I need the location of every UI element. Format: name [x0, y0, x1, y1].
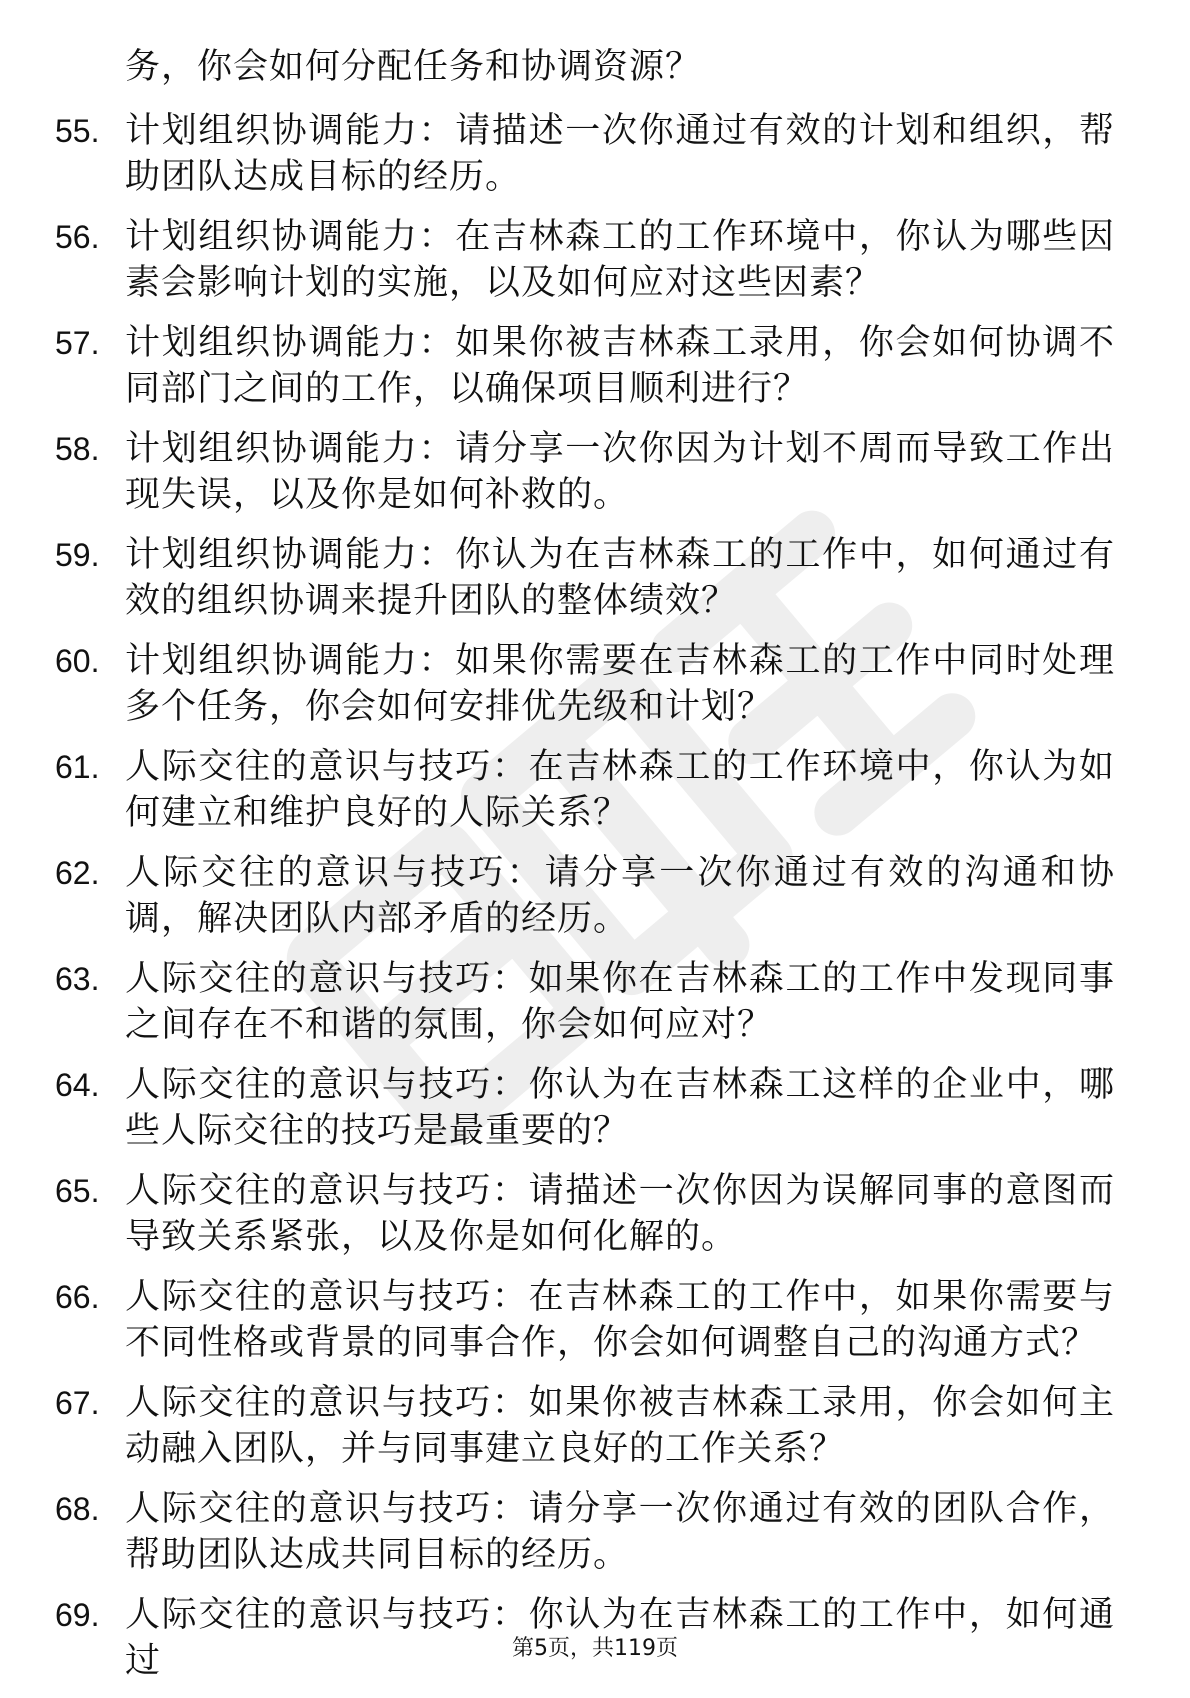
list-item	[55, 850, 1115, 942]
list-item	[55, 214, 1115, 306]
item-text: 人际交往的意识与技巧：你认为在吉林森工的工作中，如何通过	[125, 1595, 1115, 1681]
question-list	[55, 44, 1115, 1698]
item-number: 64.	[55, 1067, 100, 1103]
list-item	[55, 1274, 1115, 1366]
list-item	[55, 744, 1115, 836]
item-text: 人际交往的意识与技巧：在吉林森工的工作环境中，你认为如何建立和维护良好的人际关系？	[125, 747, 1115, 833]
item-text: 人际交往的意识与技巧：在吉林森工的工作中，如果你需要与不同性格或背景的同事合作，你会如何调整自己的沟通方式？	[125, 1277, 1115, 1363]
list-item	[55, 638, 1115, 730]
item-text: 人际交往的意识与技巧：如果你被吉林森工录用，你会如何主动融入团队，并与同事建立良好的工作关系？	[125, 1383, 1115, 1469]
item-text: 人际交往的意识与技巧：请分享一次你通过有效的沟通和协调，解决团队内部矛盾的经历。	[125, 853, 1115, 939]
item-number: 60.	[55, 643, 100, 679]
list-item	[55, 1380, 1115, 1472]
item-text: 人际交往的意识与技巧：请描述一次你因为误解同事的意图而导致关系紧张，以及你是如何化解的。	[125, 1171, 1115, 1257]
item-text: 计划组织协调能力：如果你需要在吉林森工的工作中同时处理多个任务，你会如何安排优先级和计划？	[125, 641, 1115, 727]
item-text: 人际交往的意识与技巧：你认为在吉林森工这样的企业中，哪些人际交往的技巧是最重要的？	[125, 1065, 1115, 1151]
item-text: 计划组织协调能力：你认为在吉林森工的工作中，如何通过有效的组织协调来提升团队的整体绩效？	[125, 535, 1115, 621]
continued-text: 务，你会如何分配任务和协调资源？	[125, 47, 702, 87]
list-item	[55, 956, 1115, 1048]
item-number: 56.	[55, 219, 100, 255]
item-number: 65.	[55, 1173, 100, 1209]
item-text: 计划组织协调能力：如果你被吉林森工录用，你会如何协调不同部门之间的工作，以确保项目顺利进行？	[125, 323, 1115, 409]
list-item	[55, 108, 1115, 200]
item-number: 66.	[55, 1279, 100, 1315]
item-number: 61.	[55, 749, 100, 785]
item-number: 58.	[55, 431, 100, 467]
item-number: 62.	[55, 855, 100, 891]
list-item	[55, 532, 1115, 624]
item-text: 计划组织协调能力：请分享一次你因为计划不周而导致工作出现失误，以及你是如何补救的。	[125, 429, 1115, 515]
list-item	[55, 1486, 1115, 1578]
page-footer: 第5页，共119页	[512, 1636, 678, 1661]
item-number: 63.	[55, 961, 100, 997]
item-text: 计划组织协调能力：请描述一次你通过有效的计划和组织，帮助团队达成目标的经历。	[125, 111, 1115, 197]
list-item	[55, 1062, 1115, 1154]
item-number: 69.	[55, 1597, 100, 1633]
list-item	[55, 1168, 1115, 1260]
item-number: 57.	[55, 325, 100, 361]
item-text: 人际交往的意识与技巧：如果你在吉林森工的工作中发现同事之间存在不和谐的氛围，你会如何应对？	[125, 959, 1115, 1045]
item-number: 59.	[55, 537, 100, 573]
item-text: 计划组织协调能力：在吉林森工的工作环境中，你认为哪些因素会影响计划的实施，以及如何应对这些因素？	[125, 217, 1115, 303]
item-number: 55.	[55, 113, 100, 149]
item-number: 68.	[55, 1491, 100, 1527]
item-text: 人际交往的意识与技巧：请分享一次你通过有效的团队合作，帮助团队达成共同目标的经历。	[125, 1489, 1115, 1575]
item-number: 67.	[55, 1385, 100, 1421]
list-item	[55, 320, 1115, 412]
list-item	[55, 426, 1115, 518]
